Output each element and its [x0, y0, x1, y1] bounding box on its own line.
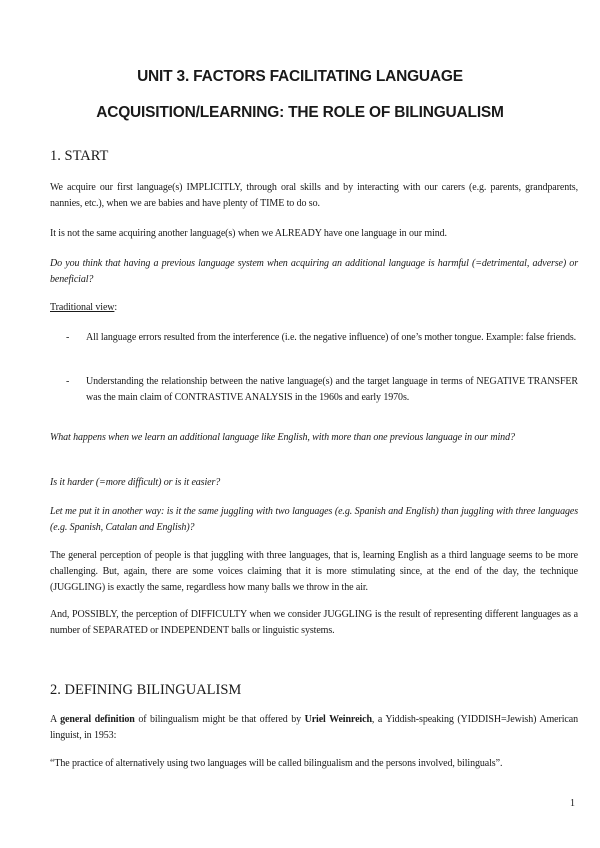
section-1-paragraph-2: It is not the same acquiring another language(s) when we ALREADY have one language in our mind.: [50, 228, 447, 239]
traditional-view-colon: :: [114, 302, 118, 313]
weinreich-quote: “The practice of alternatively using two languages will be called bilingualism and the persons involved, bilinguals”.: [50, 758, 503, 769]
definition-text-b: of bilingualism might be that offered by: [134, 714, 305, 725]
definition-text-a: A: [50, 714, 61, 725]
bullet-item-1: All language errors resulted from the interference (i.e. the negative influence) of one’s mother tongue. Example: false friends.: [86, 332, 577, 343]
section-1-paragraph-1: We acquire our first language(s) IMPLICITLY, through oral skills and by interacting with our carers (e.g. parents, grandparents, nannies, etc.), when we are babies and have plenty of TIME to do so.: [50, 182, 578, 209]
question-1: Do you think that having a previous language system when acquiring an additional language is harmful (=detrimental, adverse) or beneficial?: [50, 258, 578, 285]
traditional-view-label: [50, 300, 578, 316]
bullet-item-2: Understanding the relationship between the native language(s) and the target language in terms of NEGATIVE TRANSFER was the main claim of CONTRASTIVE ANALYSIS in the 1960s and early 1970s.: [86, 376, 578, 403]
title-line-2: ACQUISITION/LEARNING: THE ROLE OF BILINGUALISM: [96, 104, 504, 121]
question-4: Let me put it in another way: is it the same juggling with two languages (e.g. Spanish and English) than juggling with three languages (e.g. Spanish, Catalan and English)?: [50, 506, 578, 533]
bullet-marker-2: -: [66, 376, 70, 387]
section-1-paragraph-4: And, POSSIBLY, the perception of DIFFICULTY when we consider JUGGLING is the result of representing different languages as a number of SEPARATED or INDEPENDENT balls or linguistic systems.: [50, 609, 578, 636]
section-1-paragraph-3: The general perception of people is that juggling with three languages, that is, learning English as a third language seems to be more challenging. But, again, there are some voices claiming that it is more stimulating since, at the end of the day, the technique (JUGGLING) is exactly the same, regardless how many balls we throw in the air.: [50, 550, 578, 593]
definition-text-c: , a Yiddish-speaking (YIDDISH=Jewish) American linguist, in 1953:: [50, 714, 578, 741]
page-number: 1: [570, 798, 575, 809]
traditional-view-underlined: Traditional view: [50, 302, 115, 313]
question-3: Is it harder (=more difficult) or is it easier?: [50, 477, 221, 488]
title-line-1: UNIT 3. FACTORS FACILITATING LANGUAGE: [137, 68, 463, 85]
section-2-paragraph-1: [50, 712, 578, 744]
question-2: What happens when we learn an additional language like English, with more than one previous language in our mind?: [50, 432, 515, 443]
uriel-weinreich-bold: Uriel Weinreich: [304, 714, 372, 725]
general-definition-bold: general definition: [60, 714, 135, 725]
section-2-heading: 2. DEFINING BILINGUALISM: [50, 682, 242, 698]
section-1-heading: 1. START: [50, 148, 109, 164]
bullet-marker-1: -: [66, 332, 70, 343]
